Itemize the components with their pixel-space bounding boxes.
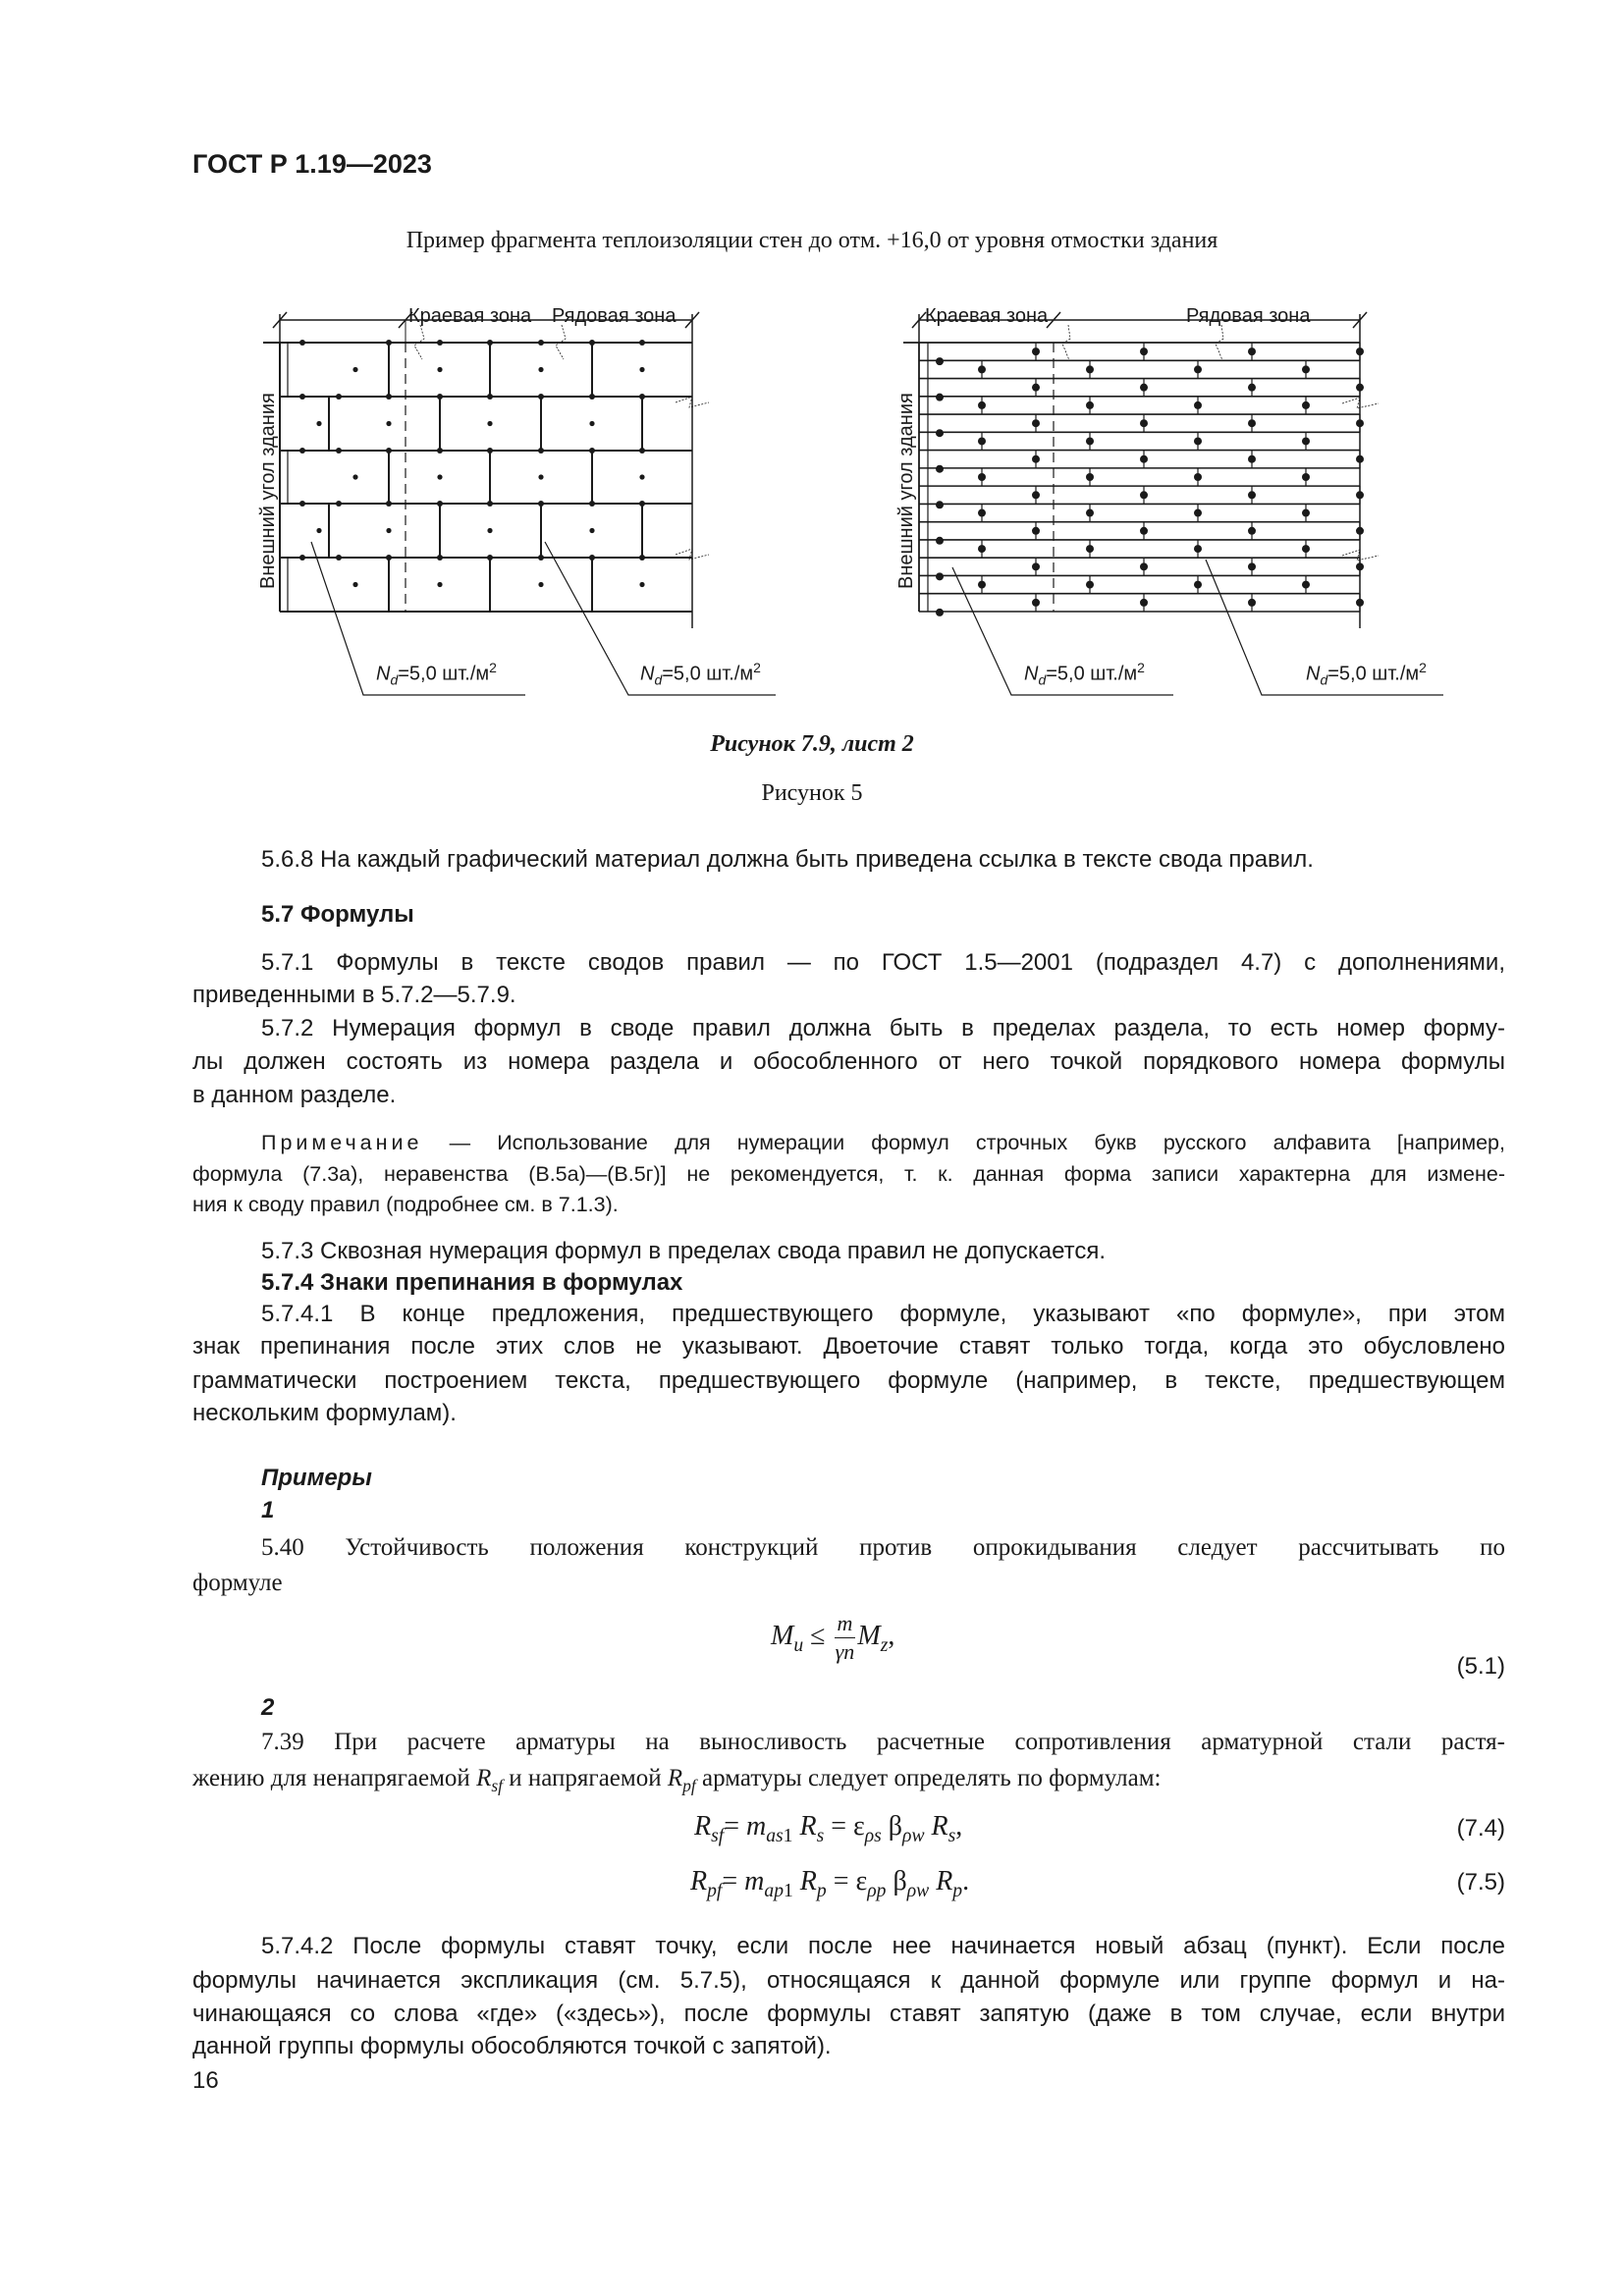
density-unit-power: 2: [489, 660, 497, 675]
figure-number-caption: Рисунок 5: [761, 780, 863, 806]
paragraph-5-7-1-line: 5.7.1 Формулы в тексте сводов правил — по ГОСТ 1.5—2001 (подраздел 4.7) с дополнениями,: [261, 949, 1505, 976]
section-heading-5-7-4: 5.7.4 Знаки препинания в формулах: [261, 1269, 683, 1296]
formula-subscript: z: [880, 1634, 889, 1656]
anchor-dowel-icon: [589, 421, 594, 426]
anchor-dowel-icon: [1086, 509, 1094, 517]
anchor-dowel-icon: [1140, 347, 1148, 355]
paragraph-5-7-4-1-line: грамматически построением текста, предшествующего формуле (например, в тексте, предшествующем: [192, 1367, 1505, 1394]
anchor-dowel-icon: [639, 394, 645, 400]
anchor-dowel-icon: [437, 474, 442, 479]
anchor-dowel-icon: [589, 340, 595, 346]
fraction-denominator: [835, 1638, 856, 1666]
right-wall-diagram: [874, 285, 1463, 717]
formula-7-4: $R_{sf}= m_{as1}$ $R_s = \varepsilon_{\rho s}$ $\beta_{\rho w}$ $R_s$,: [694, 1811, 963, 1846]
anchor-dowel-icon: [1356, 384, 1364, 392]
density-subscript: d: [1038, 671, 1047, 688]
formula-number: (7.5): [1456, 1869, 1505, 1896]
anchor-dowel-icon: [1032, 491, 1040, 499]
anchor-dowel-icon: [1194, 473, 1202, 481]
anchor-dowel-icon: [1194, 401, 1202, 409]
anchor-dowel-icon: [437, 555, 443, 561]
formula-subscript: pf: [682, 1776, 696, 1796]
row-zone-label: Рядовая зона: [1186, 305, 1311, 327]
note-line: ния к своду правил (подробнее см. в 7.1.3).: [192, 1193, 619, 1216]
example-number: 2: [261, 1694, 275, 1721]
anchor-dowel-icon: [299, 340, 305, 346]
formula-punct: ,: [888, 1620, 895, 1651]
anchor-dowel-icon: [1194, 437, 1202, 445]
anchor-dowel-icon: [639, 340, 645, 346]
paragraph-5-7-4-2-line: чинающаяся со слова «где» («здесь»), после формулы ставят запятую (даже в том случае, если внутри: [192, 2001, 1505, 2027]
formula-number: (5.1): [1456, 1653, 1505, 1680]
anchor-dowel-icon: [1194, 581, 1202, 589]
anchor-dowel-icon: [1032, 419, 1040, 427]
anchor-dowel-icon: [1140, 384, 1148, 392]
anchor-dowel-icon: [936, 394, 944, 401]
anchor-dowel-icon: [386, 555, 392, 561]
row-zone-label: Рядовая зона: [552, 305, 677, 327]
text-run: и напрягаемой: [503, 1765, 668, 1791]
anchor-dowel-icon: [487, 340, 493, 346]
anchor-dowel-icon: [487, 528, 492, 533]
anchor-dowel-icon: [1032, 599, 1040, 607]
anchor-dowel-icon: [1140, 455, 1148, 463]
anchor-dowel-icon: [538, 582, 543, 587]
density-value: =5,0 шт./м: [1327, 663, 1420, 685]
anchor-dowel-icon: [1302, 581, 1310, 589]
paragraph-5-7-4-2-line: формулы начинается экспликация (см. 5.7.5), относящаяся к данной формуле или группе формул и на-: [192, 1967, 1505, 1994]
anchor-dowel-icon: [936, 609, 944, 616]
note-text: — Использование для нумерации формул строчных букв русского алфавита [например,: [422, 1131, 1505, 1154]
anchor-dowel-icon: [1302, 473, 1310, 481]
formula-operator: ≤: [803, 1620, 833, 1651]
anchor-dowel-icon: [589, 528, 594, 533]
example-2-text-line: [192, 1762, 1505, 1802]
anchor-dowel-icon: [538, 340, 544, 346]
density-symbol: N: [640, 663, 655, 685]
anchor-dowel-icon: [352, 582, 357, 587]
anchor-dowel-icon: [1356, 347, 1364, 355]
note-label: Примечание: [261, 1131, 423, 1154]
building-corner-label: Внешний угол здания: [895, 393, 917, 589]
density-label: [640, 660, 761, 688]
anchor-dowel-icon: [1248, 347, 1256, 355]
anchor-dowel-icon: [437, 582, 442, 587]
edge-zone-label: Краевая зона: [925, 305, 1049, 327]
density-subscript: d: [1320, 671, 1328, 688]
paragraph-5-7-4-2-line: данной группы формулы обособляются точкой с запятой).: [192, 2033, 832, 2059]
anchor-dowel-icon: [299, 448, 305, 454]
anchor-dowel-icon: [1302, 365, 1310, 373]
anchor-dowel-icon: [1302, 437, 1310, 445]
density-subscript: d: [390, 671, 399, 688]
density-symbol: N: [1024, 663, 1039, 685]
anchor-dowel-icon: [437, 340, 443, 346]
anchor-dowel-icon: [639, 367, 644, 372]
density-symbol: N: [1306, 663, 1321, 685]
anchor-dowel-icon: [538, 474, 543, 479]
anchor-dowel-icon: [639, 501, 645, 507]
edge-zone-label: Краевая зона: [408, 305, 532, 327]
anchor-dowel-icon: [978, 365, 986, 373]
anchor-dowel-icon: [1356, 419, 1364, 427]
paragraph-5-7-4-1-line: 5.7.4.1 В конце предложения, предшествующего формуле, указывают «по формуле», при этом: [261, 1301, 1505, 1327]
anchor-dowel-icon: [487, 421, 492, 426]
anchor-dowel-icon: [1302, 545, 1310, 553]
anchor-dowel-icon: [978, 473, 986, 481]
anchor-dowel-icon: [1356, 562, 1364, 570]
formula-number: (7.4): [1456, 1815, 1505, 1842]
anchor-dowel-icon: [1086, 401, 1094, 409]
anchor-dowel-icon: [336, 555, 342, 561]
anchor-dowel-icon: [936, 501, 944, 508]
formula-fraction: [835, 1610, 856, 1666]
anchor-dowel-icon: [352, 474, 357, 479]
anchor-dowel-icon: [978, 437, 986, 445]
paragraph-5-7-2-line: лы должен состоять из номера раздела и обособленного от него точкой порядкового номера формулы: [192, 1048, 1505, 1075]
anchor-dowel-icon: [1032, 562, 1040, 570]
formula-term: M: [771, 1620, 794, 1651]
anchor-dowel-icon: [936, 572, 944, 580]
formula-term: γ: [835, 1639, 844, 1664]
density-unit-power: 2: [1137, 660, 1145, 675]
anchor-dowel-icon: [589, 555, 595, 561]
paragraph-5-7-4-1-line: знак препинания после этих слов не указывают. Двоеточие ставят только тогда, когда это обусловлено: [192, 1333, 1505, 1360]
anchor-dowel-icon: [1302, 509, 1310, 517]
paragraph-5-7-2-line: в данном разделе.: [192, 1082, 397, 1108]
anchor-dowel-icon: [936, 357, 944, 365]
anchor-dowel-icon: [487, 555, 493, 561]
formula-7-5: $R_{pf}= m_{ap1}$ $R_p = \varepsilon_{\rho p}$ $\beta_{\rho w}$ $R_p$.: [690, 1866, 970, 1901]
anchor-dowel-icon: [299, 555, 305, 561]
anchor-dowel-icon: [1248, 491, 1256, 499]
anchor-dowel-icon: [1356, 491, 1364, 499]
density-value: =5,0 шт./м: [662, 663, 754, 685]
text-run: арматуры следует определять по формулам:: [695, 1765, 1162, 1791]
anchor-dowel-icon: [639, 448, 645, 454]
anchor-dowel-icon: [1140, 599, 1148, 607]
paragraph-5-7-1-line: приведенными в 5.7.2—5.7.9.: [192, 982, 516, 1008]
anchor-dowel-icon: [336, 394, 342, 400]
formula-subscript: n: [843, 1639, 855, 1664]
anchor-dowel-icon: [386, 394, 392, 400]
anchor-dowel-icon: [1248, 384, 1256, 392]
anchor-dowel-icon: [978, 581, 986, 589]
anchor-dowel-icon: [1248, 562, 1256, 570]
anchor-dowel-icon: [1032, 455, 1040, 463]
anchor-dowel-icon: [936, 537, 944, 545]
density-unit-power: 2: [753, 660, 761, 675]
anchor-dowel-icon: [538, 394, 544, 400]
anchor-dowel-icon: [1194, 365, 1202, 373]
density-label: [1306, 660, 1427, 688]
anchor-dowel-icon: [1086, 473, 1094, 481]
anchor-dowel-icon: [352, 367, 357, 372]
anchor-dowel-icon: [538, 501, 544, 507]
anchor-dowel-icon: [386, 448, 392, 454]
anchor-dowel-icon: [299, 394, 305, 400]
anchor-dowel-icon: [299, 501, 305, 507]
paragraph-5-7-4-1-line: нескольким формулам).: [192, 1400, 457, 1426]
anchor-dowel-icon: [437, 448, 443, 454]
anchor-dowel-icon: [1140, 527, 1148, 535]
anchor-dowel-icon: [487, 394, 493, 400]
anchor-dowel-icon: [1356, 527, 1364, 535]
formula-subscript: sf: [491, 1776, 504, 1796]
density-unit-power: 2: [1419, 660, 1427, 675]
formula-subscript: u: [793, 1634, 804, 1656]
anchor-dowel-icon: [487, 448, 493, 454]
note-line: формула (7.3а), неравенства (В.5а)—(В.5г)] не рекомендуется, т. к. данная форма записи характерна для измене-: [192, 1162, 1505, 1186]
density-value: =5,0 шт./м: [398, 663, 490, 685]
anchor-dowel-icon: [1086, 581, 1094, 589]
anchor-dowel-icon: [589, 394, 595, 400]
example-1-text-line: 5.40 Устойчивость положения конструкций против опрокидывания следует рассчитывать по: [261, 1534, 1505, 1561]
anchor-dowel-icon: [639, 582, 644, 587]
anchor-dowel-icon: [1140, 491, 1148, 499]
anchor-dowel-icon: [589, 448, 595, 454]
paragraph-5-7-2-line: 5.7.2 Нумерация формул в своде правил должна быть в пределах раздела, то есть номер форму-: [261, 1015, 1505, 1041]
anchor-dowel-icon: [437, 501, 443, 507]
anchor-dowel-icon: [639, 555, 645, 561]
anchor-dowel-icon: [1194, 509, 1202, 517]
figure-caption-top: Пример фрагмента теплоизоляции стен до отм. +16,0 от уровня отмостки здания: [406, 228, 1218, 253]
anchor-dowel-icon: [589, 501, 595, 507]
anchor-dowel-icon: [978, 401, 986, 409]
density-symbol: N: [376, 663, 391, 685]
example-number: 1: [261, 1497, 275, 1523]
anchor-dowel-icon: [1086, 437, 1094, 445]
anchor-dowel-icon: [1248, 527, 1256, 535]
anchor-dowel-icon: [936, 465, 944, 473]
density-label: [376, 660, 497, 688]
section-heading-5-7: 5.7 Формулы: [261, 901, 414, 928]
anchor-dowel-icon: [1032, 527, 1040, 535]
note-line: [192, 1128, 1505, 1158]
anchor-dowel-icon: [437, 394, 443, 400]
anchor-dowel-icon: [336, 501, 342, 507]
paragraph-5-7-3: 5.7.3 Сквозная нумерация формул в пределах свода правил не допускается.: [261, 1238, 1107, 1264]
anchor-dowel-icon: [1032, 347, 1040, 355]
anchor-dowel-icon: [1086, 545, 1094, 553]
anchor-dowel-icon: [316, 528, 321, 533]
anchor-dowel-icon: [538, 555, 544, 561]
anchor-dowel-icon: [386, 340, 392, 346]
anchor-dowel-icon: [1140, 562, 1148, 570]
anchor-dowel-icon: [1140, 419, 1148, 427]
formula-term: R: [476, 1765, 492, 1791]
building-corner-label: Внешний угол здания: [257, 393, 279, 589]
document-id: ГОСТ Р 1.19—2023: [192, 149, 432, 179]
anchor-dowel-icon: [487, 501, 493, 507]
anchor-dowel-icon: [1032, 384, 1040, 392]
anchor-dowel-icon: [386, 421, 391, 426]
examples-label: Примеры: [261, 1465, 372, 1491]
formula-term: R: [667, 1765, 683, 1791]
anchor-dowel-icon: [316, 421, 321, 426]
paragraph-5-7-4-2-line: 5.7.4.2 После формулы ставят точку, если после нее начинается новый абзац (пункт). Если после: [261, 1933, 1505, 1959]
anchor-dowel-icon: [538, 367, 543, 372]
formula-5-1: [771, 1610, 894, 1666]
density-subscript: d: [654, 671, 663, 688]
density-label: [1024, 660, 1145, 688]
example-2-text-line: 7.39 При расчете арматуры на выносливость расчетные сопротивления арматурной стали растя-: [261, 1729, 1505, 1755]
anchor-dowel-icon: [1248, 599, 1256, 607]
anchor-dowel-icon: [1248, 455, 1256, 463]
anchor-dowel-icon: [1302, 401, 1310, 409]
density-value: =5,0 шт./м: [1046, 663, 1138, 685]
anchor-dowel-icon: [978, 545, 986, 553]
anchor-dowel-icon: [1356, 455, 1364, 463]
anchor-dowel-icon: [639, 474, 644, 479]
anchor-dowel-icon: [386, 528, 391, 533]
anchor-dowel-icon: [386, 501, 392, 507]
paragraph-5-6-8: 5.6.8 На каждый графический материал должна быть приведена ссылка в тексте свода правил.: [261, 846, 1314, 873]
anchor-dowel-icon: [1248, 419, 1256, 427]
text-run: жению для ненапрягаемой: [192, 1765, 477, 1791]
anchor-dowel-icon: [978, 509, 986, 517]
page-number: 16: [192, 2067, 219, 2094]
example-1-text-line: формуле: [192, 1570, 283, 1596]
anchor-dowel-icon: [1356, 599, 1364, 607]
anchor-dowel-icon: [538, 448, 544, 454]
figure-sheet-caption: Рисунок 7.9, лист 2: [710, 731, 914, 757]
formula-term: M: [857, 1620, 881, 1651]
left-wall-diagram: [236, 285, 815, 717]
anchor-dowel-icon: [437, 367, 442, 372]
fraction-numerator: m: [835, 1610, 856, 1638]
anchor-dowel-icon: [1194, 545, 1202, 553]
anchor-dowel-icon: [1086, 365, 1094, 373]
anchor-dowel-icon: [936, 429, 944, 437]
anchor-dowel-icon: [336, 448, 342, 454]
